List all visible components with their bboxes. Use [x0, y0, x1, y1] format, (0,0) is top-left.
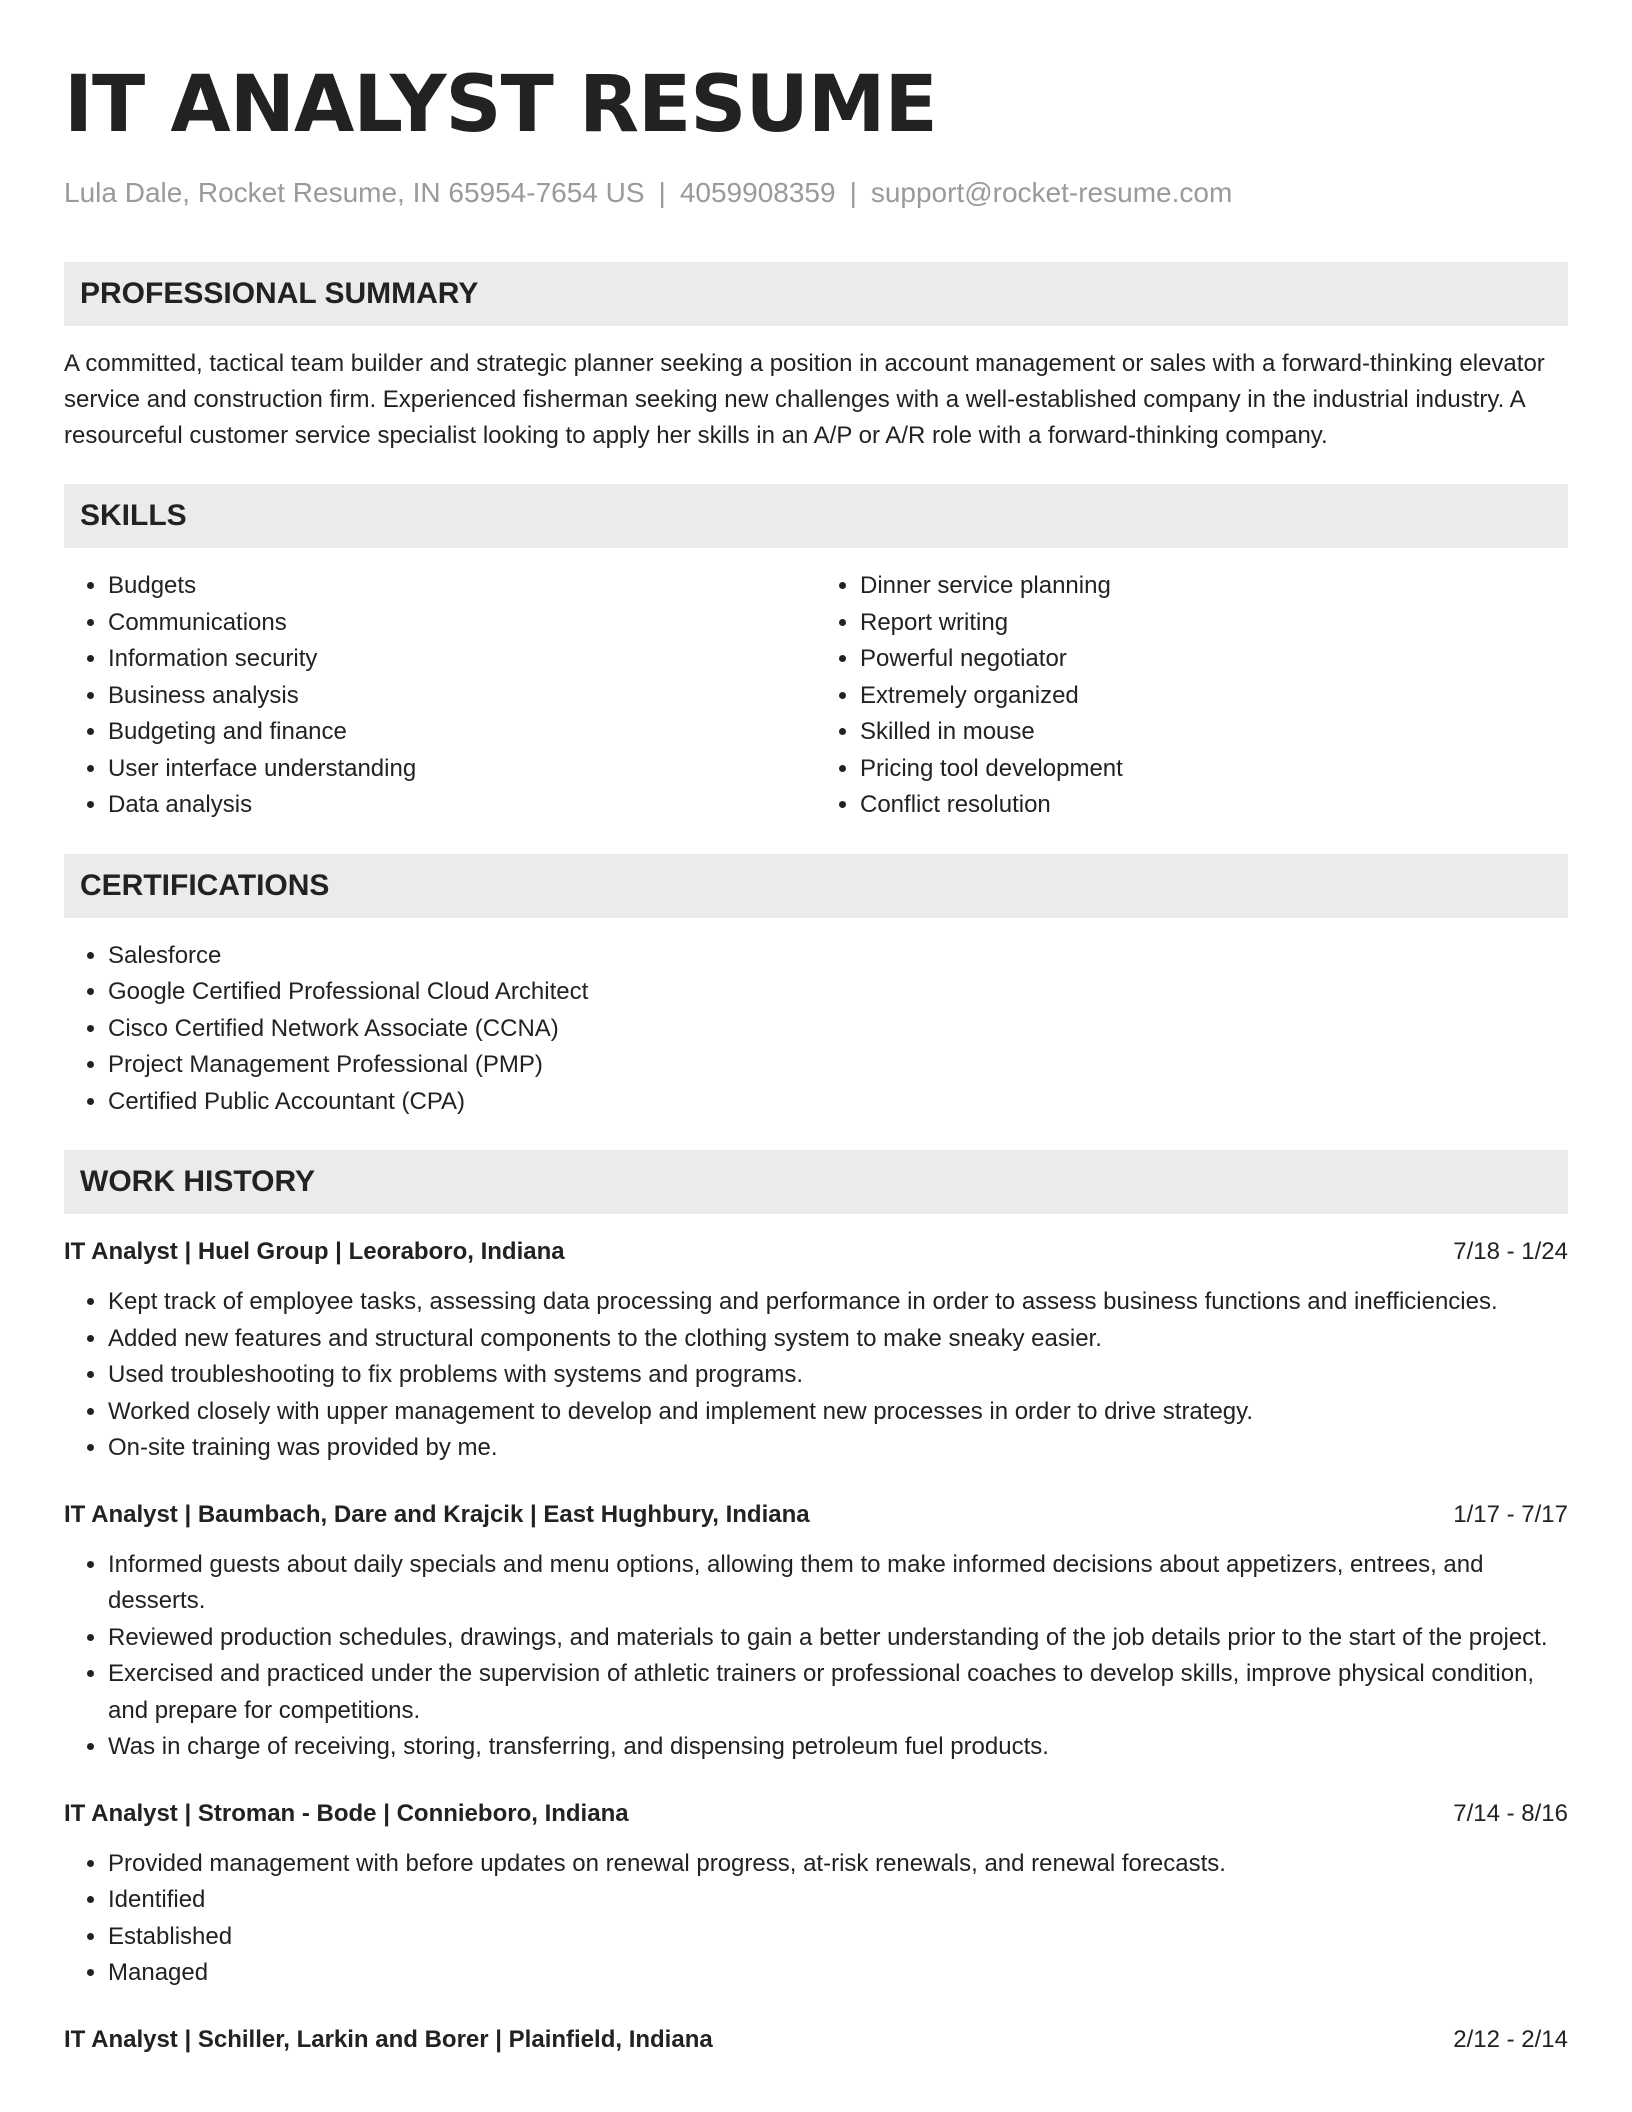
job-entry — [64, 1234, 1568, 1467]
certification-item: • Cisco Certified Network Associate (CCNA) — [108, 1011, 1568, 1048]
skills-list — [64, 568, 1568, 824]
job-bullet: • Provided management with before updates on renewal progress, at-risk renewals, and renewal forecasts. — [108, 1846, 1568, 1883]
summary-text: A committed, tactical team builder and strategic planner seeking a position in account management or sales with a forward-thinking elevator service and construction firm. Experienced fisherman seeking new challenges with a well-established company in the industrial industry. A resourceful customer service specialist looking to apply her skills in an A/P or A/R role with a forward-thinking company. — [64, 350, 1545, 449]
job-title: IT Analyst | Huel Group | Leoraboro, Indiana — [64, 1238, 565, 1265]
job-bullet: • Kept track of employee tasks, assessing data processing and performance in order to assess business functions and inefficiencies. — [108, 1284, 1568, 1321]
job-title: IT Analyst | Baumbach, Dare and Krajcik | East Hughbury, Indiana — [64, 1500, 810, 1528]
skill-item: • Pricing tool development — [860, 751, 1568, 788]
skills-column-right — [816, 568, 1568, 824]
job-bullet: • On-site training was provided by me. — [108, 1430, 1568, 1467]
job-entry — [64, 2022, 1568, 2058]
resume-title: IT ANALYST RESUME — [64, 60, 937, 150]
job-dates: 2/12 - 2/14 — [1453, 2025, 1568, 2053]
job-entry — [64, 1796, 1568, 1992]
contact-separator: | — [849, 177, 857, 208]
job-bullet: • Exercised and practiced under the supervision of athletic trainers or professional coaches to develop skills, improve physical condition, and prepare for competitions. — [108, 1656, 1568, 1729]
job-bullet: • Added new features and structural components to the clothing system to make sneaky easier. — [108, 1321, 1568, 1358]
skill-item: • Data analysis — [108, 787, 816, 824]
contact-email: support@rocket-resume.com — [870, 177, 1233, 208]
job-bullet: • Used troubleshooting to fix problems with systems and programs. — [108, 1357, 1568, 1394]
skill-item: • Budgeting and finance — [108, 714, 816, 751]
certification-item: • Google Certified Professional Cloud Architect — [108, 974, 1568, 1011]
job-dates: 7/14 - 8/16 — [1453, 1799, 1568, 1827]
job-entry — [64, 1497, 1568, 1766]
skills-column-left — [64, 568, 816, 824]
skill-item: • Report writing — [860, 605, 1568, 642]
job-header — [64, 1796, 1568, 1832]
skill-item: • Business analysis — [108, 678, 816, 715]
contact-separator: | — [658, 177, 666, 208]
job-bullets — [64, 1284, 1568, 1467]
skill-item: • Budgets — [108, 568, 816, 605]
skill-item: • Communications — [108, 605, 816, 642]
skill-item: • Information security — [108, 641, 816, 678]
section-header-summary: PROFESSIONAL SUMMARY — [64, 262, 1568, 326]
job-bullet: • Managed — [108, 1955, 1568, 1992]
job-bullets — [64, 1846, 1568, 1992]
section-header-skills: SKILLS — [64, 484, 1568, 548]
skill-item: • Powerful negotiator — [860, 641, 1568, 678]
job-bullet: • Identified — [108, 1882, 1568, 1919]
job-header — [64, 1497, 1568, 1533]
contact-phone: 4059908359 — [679, 177, 836, 208]
job-header — [64, 2022, 1568, 2058]
section-header-certifications: CERTIFICATIONS — [64, 854, 1568, 918]
job-bullet: • Informed guests about daily specials and menu options, allowing them to make informed decisions about appetizers, entrees, and desserts. — [108, 1547, 1568, 1620]
certification-item: • Project Management Professional (PMP) — [108, 1047, 1568, 1084]
job-title: IT Analyst | Stroman - Bode | Connieboro, Indiana — [64, 1799, 629, 1827]
certification-item: • Salesforce — [108, 938, 1568, 975]
skill-item: • Dinner service planning — [860, 568, 1568, 605]
section-header-work-history: WORK HISTORY — [64, 1150, 1568, 1214]
skill-item: • Conflict resolution — [860, 787, 1568, 824]
job-bullets — [64, 1547, 1568, 1766]
skill-item: • Skilled in mouse — [860, 714, 1568, 751]
contact-line — [64, 175, 1568, 211]
job-bullet: • Established — [108, 1919, 1568, 1956]
certifications-list — [64, 938, 1568, 1121]
job-bullet: • Worked closely with upper management to develop and implement new processes in order to drive strategy. — [108, 1394, 1568, 1431]
job-dates: 1/17 - 7/17 — [1453, 1500, 1568, 1528]
certification-item: • Certified Public Accountant (CPA) — [108, 1084, 1568, 1121]
job-dates: 7/18 - 1/24 — [1453, 1238, 1568, 1265]
contact-address: Lula Dale, Rocket Resume, IN 65954-7654 US — [64, 177, 645, 208]
job-header — [64, 1234, 1568, 1270]
skill-item: • User interface understanding — [108, 751, 816, 788]
skill-item: • Extremely organized — [860, 678, 1568, 715]
job-bullet: • Reviewed production schedules, drawings, and materials to gain a better understanding of the job details prior to the start of the project. — [108, 1620, 1568, 1657]
job-title: IT Analyst | Schiller, Larkin and Borer | Plainfield, Indiana — [64, 2025, 713, 2053]
job-bullet: • Was in charge of receiving, storing, transferring, and dispensing petroleum fuel products. — [108, 1729, 1568, 1766]
